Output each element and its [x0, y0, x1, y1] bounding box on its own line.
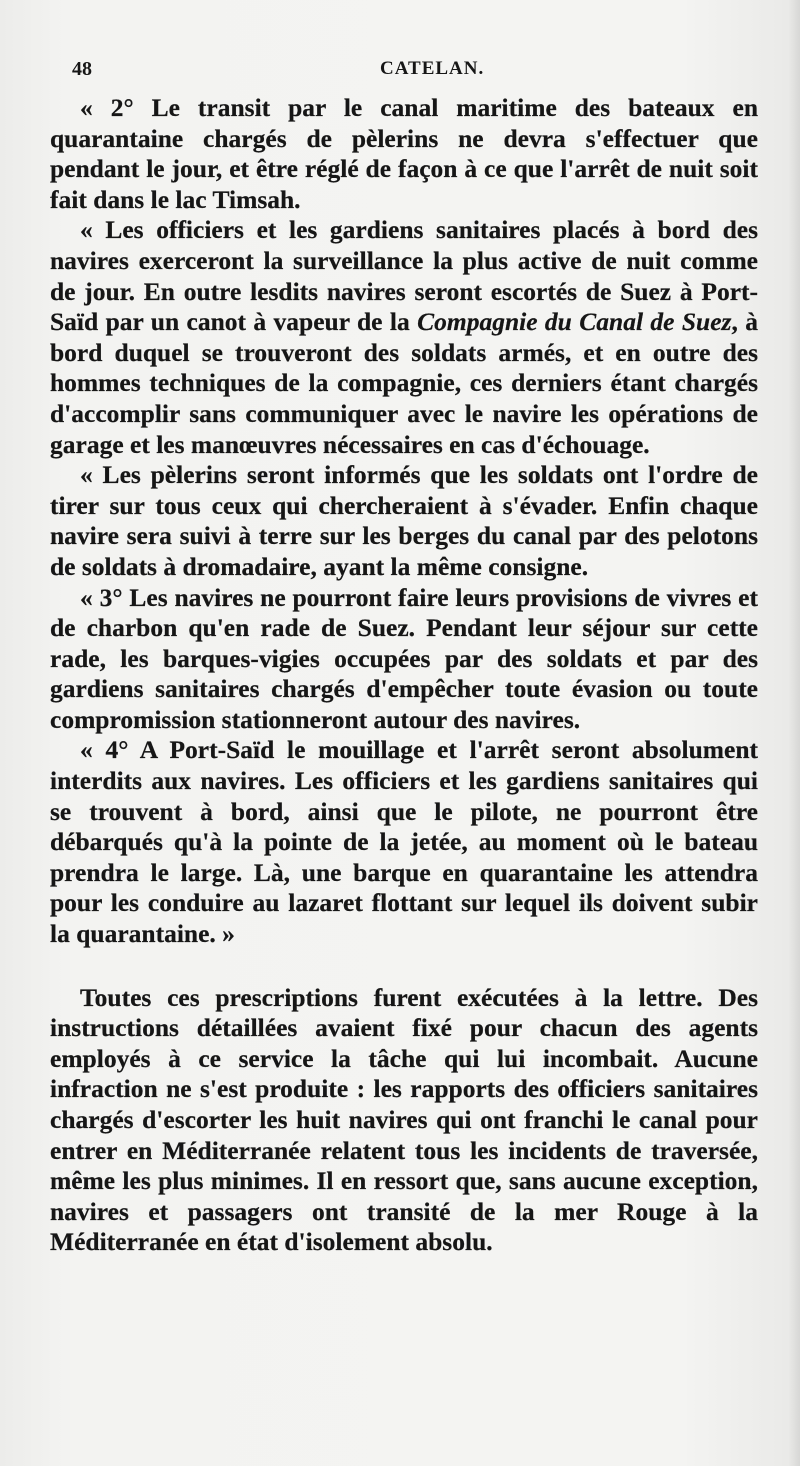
- page-number: 48: [72, 58, 92, 80]
- paragraph-quarantine-transit: « 2° Le transit par le canal maritime des bateaux en quarantaine chargés de pèlerins ne devra s'effectuer que pendant le jour, et être réglé de façon à ce que l'arrêt de nuit soit fait dans le lac Timsah.: [50, 93, 758, 214]
- paragraph-text: « Les officiers et les gardiens sanitaires placés à bord des navires exerceront la surveillance la plus active de nuit comme de jour. En outre lesdits navires seront escortés de Suez à Port-Saïd par un canot à vapeur de la: [50, 215, 758, 337]
- paragraph-officers-surveillance: [50, 215, 758, 460]
- paragraph-port-said: « 4° A Port-Saïd le mouillage et l'arrêt seront absolument interdits aux navires. Les officiers et les gardiens sanitaires qui se trouvent à bord, ainsi que le pilote, ne pourront être débarqués qu'à la pointe de la jetée, au moment où le bateau prendra le large. Là, une barque en quarantaine les attendra pour les conduire au lazaret flottant sur lequel ils doivent subir la quarantaine. »: [50, 735, 758, 949]
- company-name: Compagnie du Canal de Suez: [417, 307, 732, 337]
- paragraph-prescriptions-executed: Toutes ces prescriptions furent exécutées à la lettre. Des instructions détaillées avaient fixé pour chacun des agents employés à ce service la tâche qui lui incombait. Aucune infraction ne s'est produite : les rapports des officiers sanitaires chargés d'escorter les huit navires qui ont franchi le canal pour entrer en Méditerranée relatent tous les incidents de traversée, même les plus minimes. Il en ressort que, sans aucune exception, navires et passagers ont transité de la mer Rouge à la Méditerranée en état d'isolement absolu.: [50, 982, 758, 1257]
- page-edge-shadow: [788, 0, 800, 1466]
- paragraph-pilgrims-informed: « Les pèlerins seront informés que les soldats ont l'ordre de tirer sur tous ceux qui chercheraient à s'évader. Enfin chaque navire sera suivi à terre sur les berges du canal par des pelotons de soldats à dromadaire, ayant la même consigne.: [50, 460, 758, 581]
- paragraph-text: , à bord duquel se trouveront des soldats armés, et en outre des hommes techniques de la compagnie, ces derniers étant chargés d'accomplir sans communiquer avec le navire les opérations de garage et les manœuvres nécessaires en cas d'échouage.: [50, 307, 759, 459]
- body-text: [50, 93, 758, 1258]
- page-header: [72, 58, 770, 88]
- paragraph-provisions: « 3° Les navires ne pourront faire leurs provisions de vivres et de charbon qu'en rade de Suez. Pendant leur séjour sur cette rade, les barques-vigies occupées par des soldats et par des gardiens sanitaires chargés d'empêcher toute évasion ou toute compromission stationneront autour des navires.: [50, 582, 758, 734]
- running-head: CATELAN.: [380, 58, 485, 79]
